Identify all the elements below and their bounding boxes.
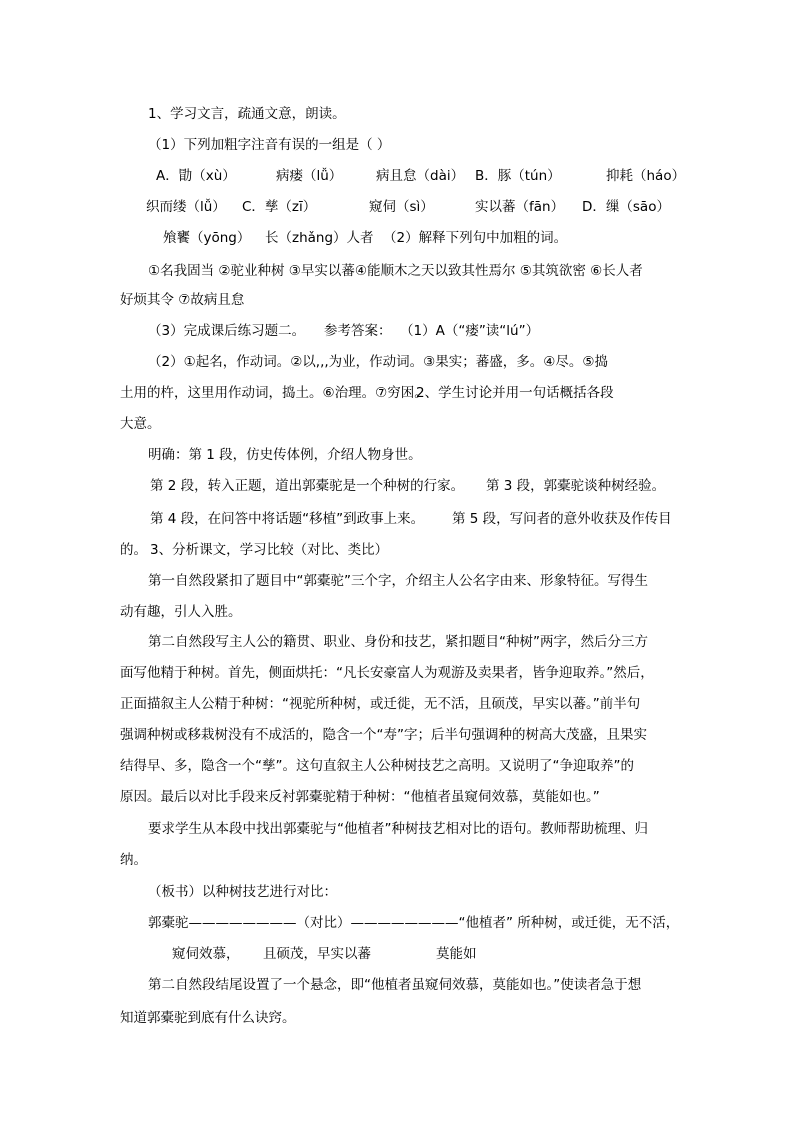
text-line: 病且怠（dài）: [376, 168, 465, 184]
text-line: 参考答案：: [324, 323, 392, 339]
text-line: 1、学习文言，疏通文意，朗读。: [148, 106, 346, 122]
text-line: 正面描叙主人公精于种树：“视驼所种树，或迁徙，无不活，且硕茂，早实以蕃。”前半句: [120, 696, 641, 712]
text-line: （2）①起名，作动词。②以,,,为业，作动词。③果实；蕃盛，多。④尽。⑤捣: [148, 354, 608, 370]
text-line: 大意。: [120, 416, 161, 432]
text-line: 莫能如: [436, 946, 477, 962]
text-line: （1）下列加粗字注音有误的一组是（ ）: [148, 137, 391, 153]
text-line: 知道郭橐驼到底有什么诀窍。: [120, 1010, 296, 1026]
text-line: C．孳（zī）: [242, 199, 317, 215]
text-line: 要求学生从本段中找出郭橐驼与“他植者”种树技艺相对比的语句。教师帮助梳理、归: [148, 821, 648, 837]
text-line: ①名我固当 ②驼业种树 ③早实以蕃④能顺木之天以致其性焉尔 ⑤其筑欲密 ⑥长人者: [148, 263, 643, 279]
text-line: 抑耗（háo）: [606, 168, 686, 184]
text-line: 好烦其令 ⑦故病且怠: [120, 292, 245, 308]
text-line: 纳。: [120, 852, 147, 868]
text-line: 第 5 段，写问者的意外收获及作传目: [452, 511, 672, 527]
text-line: 第二自然段写主人公的籍贯、职业、身份和技艺，紧扣题目“种树”两字，然后分三方: [148, 634, 648, 650]
text-line: 第二自然段结尾设置了一个悬念，即“他植者虽窥伺效慕，莫能如也。”使读者急于想: [148, 977, 642, 993]
text-line: 飧饔（yōng）: [163, 230, 251, 246]
text-line: 土用的杵，这里用作动词，捣土。⑥治理。⑦穷困。: [120, 385, 428, 401]
text-line: 且硕茂，早实以蕃: [263, 946, 371, 962]
text-line: 动有趣，引人入胜。: [120, 604, 242, 620]
text-line: 原因。最后以对比手段来反衬郭橐驼精于种树：“他植者虽窥伺效慕，莫能如也。”: [120, 789, 600, 805]
text-line: 第 2 段，转入正题，道出郭橐驼是一个种树的行家。: [150, 478, 465, 494]
text-line: （2）解释下列句中加粗的词。: [383, 230, 568, 246]
text-line: 窥伺（sì）: [369, 199, 434, 215]
text-line: （3）完成课后练习题二。: [148, 323, 306, 339]
text-line: 织而缕（lǚ）: [146, 199, 226, 215]
text-line: D．缫（sāo）: [582, 199, 670, 215]
text-line: 2、学生讨论并用一句话概括各段: [416, 385, 614, 401]
text-line: 的。: [120, 542, 147, 558]
text-line: 第 4 段，在问答中将话题“移植”到政事上来。: [150, 511, 425, 527]
text-line: （板书）以种树技艺进行对比：: [148, 884, 337, 900]
text-line: 实以蕃（fān）: [475, 199, 565, 215]
text-line: 病瘘（lǚ）: [276, 168, 343, 184]
text-line: 窥伺效慕，: [172, 946, 240, 962]
text-line: （1）A（“瘘”读“lú”）: [400, 323, 540, 339]
text-line: 明确：第 1 段，仿史传体例，介绍人物身世。: [148, 447, 422, 463]
text-line: B．豚（tún）: [475, 168, 561, 184]
text-line: 面写他精于种树。首先，侧面烘托：“凡长安豪富人为观游及卖果者，皆争迎取养。”然后，: [120, 665, 654, 681]
text-line: 3、分析课文，学习比较（对比、类比）: [150, 542, 389, 558]
text-line: 郭橐驼————————（对比）————————“他植者” 所种树，或迁徙，无不活，: [148, 915, 680, 931]
text-line: 结得早、多，隐含一个“孳”。这句直叙主人公种树技艺之高明。又说明了“争迎取养”的: [120, 758, 634, 774]
text-line: 第 3 段，郭橐驼谈种树经验。: [486, 478, 666, 494]
text-line: 强调种树或移栽树没有不成活的，隐含一个“寿”字；后半句强调种的树高大茂盛，且果实: [120, 727, 647, 743]
text-line: 长（zhǎng）人者: [265, 230, 374, 246]
text-line: 第一自然段紧扣了题目中“郭橐驼”三个字，介绍主人公名字由来、形象特征。写得生: [148, 573, 648, 589]
text-line: A．勖（xù）: [156, 168, 236, 184]
